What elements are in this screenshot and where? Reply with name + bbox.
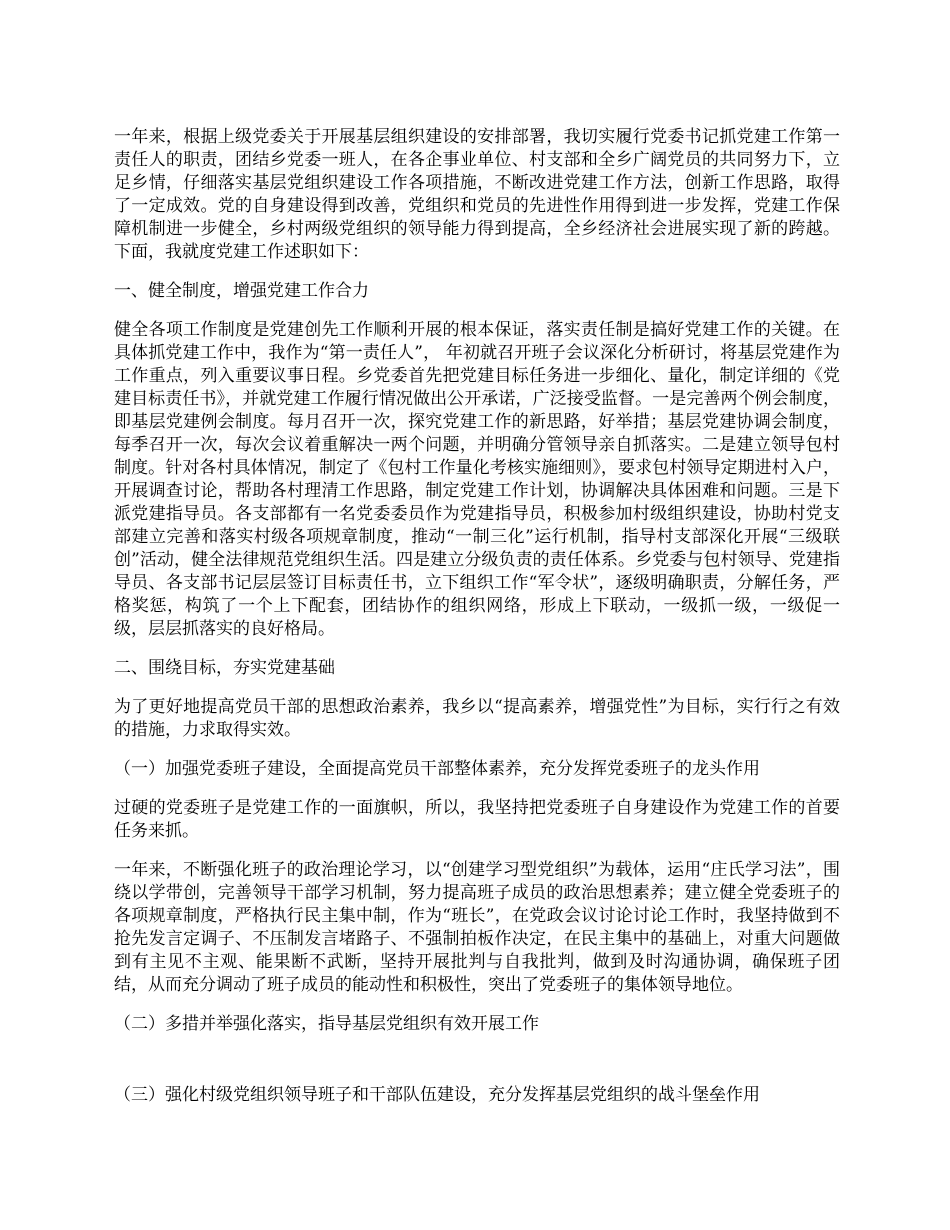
subsection-heading-3: （三）强化村级党组织领导班子和干部队伍建设，充分发挥基层党组织的战斗堡垒作用 bbox=[114, 1085, 760, 1105]
section-2-intro-paragraph: 为了更好地提高党员干部的思想政治素养，我乡以“提高素养，增强党性”为目标，实行行之有效的措施，力求取得实效。 bbox=[114, 697, 840, 740]
section-heading-2: 二、围绕目标，夯实党建基础 bbox=[114, 658, 335, 678]
subsection-1-paragraph-1: 过硬的党委班子是党建工作的一面旗帜，所以，我坚持把党委班子自身建设作为党建工作的首要任务来抓。 bbox=[114, 798, 840, 841]
section-1-paragraph: 健全各项工作制度是党建创先工作顺利开展的根本保证，落实责任制是搞好党建工作的关键。在具体抓党建工作中，我作为“第一责任人”， 年初就召开班子会议深化分析研讨，将基层党建作为工作重点，列入重要议事日程。乡党委首先把党建目标任务进一步细化、量化，制定详细的《党建目标责任书》，并就党建工作履行情况做出公开承诺，广泛接受监督。一是完善两个例会制度，即基层党建例会制度。每月召开一次，探究党建工作的新思路，好举措；基层党建协调会制度，每季召开一次，每次会议着重解决一两个问题，并明确分管领导亲自抓落实。二是建立领导包村制度。针对各村具体情况，制定了《包村工作量化考核实施细则》，要求包村领导定期进村入户，开展调查讨论，帮助各村理清工作思路，制定党建工作计划，协调解决具体困难和问题。三是下派党建指导员。各支部都有一名党委委员作为党建指导员，积极参加村级组织建设，协助村党支部建立完善和落实村级各项规章制度，推动“一制三化”运行机制，指导村支部深化开展“三级联创”活动，健全法律规范党组织生活。四是建立分级负责的责任体系。乡党委与包村领导、党建指导员、各支部书记层层签订目标责任书，立下组织工作“军令状”，逐级明确职责，分解任务，严格奖惩，构筑了一个上下配套，团结协作的组织网络，形成上下联动，一级抓一级，一级促一级，层层抓落实的良好格局。 bbox=[114, 320, 840, 639]
section-heading-1: 一、健全制度，增强党建工作合力 bbox=[114, 281, 369, 301]
subsection-1-paragraph-2: 一年来，不断强化班子的政治理论学习，以“创建学习型党组织”为载体，运用“庄氏学习法”，围绕以学带创，完善领导干部学习机制，努力提高班子成员的政治思想素养；建立健全党委班子的各项规章制度，严格执行民主集中制，作为“班长”，在党政会议讨论讨论工作时，我坚持做到不抢先发言定调子、不压制发言堵路子、不强制拍板作决定，在民主集中的基础上，对重大问题做到有主见不主观、能果断不武断，坚持开展批判与自我批判，做到及时沟通协调，确保班子团结，从而充分调动了班子成员的能动性和积极性，突出了党委班子的集体领导地位。 bbox=[114, 860, 840, 995]
subsection-heading-2: （二）多措并举强化落实，指导基层党组织有效开展工作 bbox=[114, 1014, 539, 1034]
subsection-heading-1: （一）加强党委班子建设，全面提高党员干部整体素养，充分发挥党委班子的龙头作用 bbox=[114, 759, 760, 779]
intro-paragraph: 一年来，根据上级党委关于开展基层组织建设的安排部署，我切实履行党委书记抓党建工作第一责任人的职责，团结乡党委一班人，在各企事业单位、村支部和全乡广阔党员的共同努力下，立足乡情，仔细落实基层党组织建设工作各项措施，不断改进党建工作方法，创新工作思路，取得了一定成效。党的自身建设得到改善，党组织和党员的先进性作用得到进一步发挥，党建工作保障机制进一步健全，乡村两级党组织的领导能力得到提高，全乡经济社会进展实现了新的跨越。下面，我就度党建工作述职如下： bbox=[114, 127, 840, 262]
document-body bbox=[114, 126, 840, 1107]
